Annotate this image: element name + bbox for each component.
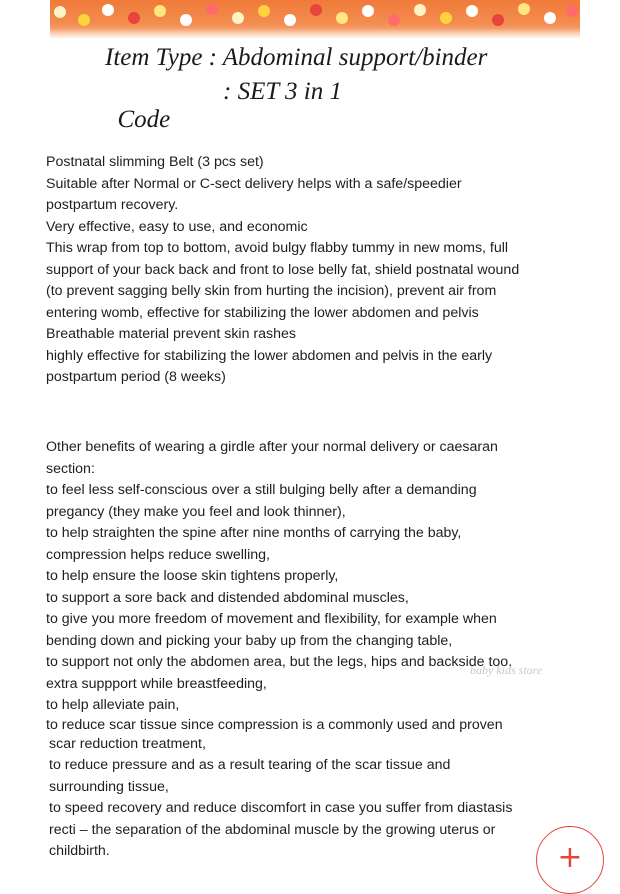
description-line: postpartum recovery. [46,197,179,213]
item-type-heading: Item Type : Abdominal support/binder [105,44,488,71]
description-line: entering womb, effective for stabilizing the lower abdomen and pelvis [46,304,479,321]
flower-icon [518,3,530,15]
description-line: Postnatal slimming Belt (3 pcs set) [46,154,264,170]
benefit-line: scar reduction treatment, [49,735,206,752]
flower-icon [232,12,244,24]
flower-icon [154,5,166,17]
description-line: Suitable after Normal or C-sect delivery helps with a safe/speedier [46,175,462,192]
code-label: Code [117,106,171,133]
flower-icon [544,12,556,24]
benefit-line: to reduce pressure and as a result tearing of the scar tissue and [49,757,451,773]
flower-icon [388,14,400,26]
benefits-list [46,437,586,863]
flower-icon [258,5,270,17]
flower-icon [180,14,192,26]
flower-icon [284,14,296,26]
benefit-line: to help ensure the loose skin tightens properly, [46,568,339,584]
benefit-line: to support not only the abdomen area, but the legs, hips and backside too, [46,654,513,670]
benefit-line: to help straighten the spine after nine months of carrying the baby, [46,525,462,541]
flower-icon [440,12,452,24]
flower-icon [336,12,348,24]
description-line: support of your back back and front to lose belly fat, shield postnatal wound [46,261,520,278]
floral-banner [50,0,580,38]
flower-icon [102,4,114,16]
benefit-line: surrounding tissue, [49,778,169,795]
benefit-line: to speed recovery and reduce discomfort in case you suffer from diastasis [49,800,513,816]
benefit-line: to feel less self-conscious over a still bulging belly after a demanding [46,482,477,498]
code-heading [105,78,342,162]
benefit-line: pregancy (they make you feel and look thinner), [46,503,346,520]
flower-icon [492,14,504,26]
description-line: This wrap from top to bottom, avoid bulgy flabby tummy in new moms, full [46,240,509,256]
flower-icon [362,5,374,17]
flower-icon [54,6,66,18]
flower-icon [310,4,322,16]
description-line: (to prevent sagging belly skin from hurting the incision), prevent air from [46,283,497,299]
benefit-line: to help alleviate pain, [46,697,180,713]
flower-icon [414,4,426,16]
benefit-line: compression helps reduce swelling, [46,546,270,563]
flower-icon [206,3,218,15]
description-line: Breathable material prevent skin rashes [46,326,296,342]
benefit-line: to support a sore back and distended abdominal muscles, [46,589,409,606]
benefit-line: recti – the separation of the abdominal muscle by the growing uterus or [49,821,496,838]
benefit-line: bending down and picking your baby up from the changing table, [46,632,453,649]
description-line: postpartum period (8 weeks) [46,369,226,385]
benefit-line: to reduce scar tissue since compression is a commonly used and proven [46,716,503,733]
flower-icon [566,5,578,17]
benefit-line: section: [46,460,95,477]
benefit-line: to give you more freedom of movement and flexibility, for example when [46,611,497,627]
benefit-line: Other benefits of wearing a girdle after your normal delivery or caesaran [46,439,498,455]
benefit-line: extra suppport while breastfeeding, [46,675,267,692]
code-value: : SET 3 in 1 [223,78,342,105]
flower-icon [78,14,90,26]
flower-icon [128,12,140,24]
store-watermark: baby kids store [470,663,543,677]
add-button[interactable] [536,826,604,894]
description-line: highly effective for stabilizing the lower abdomen and pelvis in the early [46,347,493,364]
benefit-line: childbirth. [49,843,110,859]
product-description [46,152,586,389]
plus-icon: + [557,840,583,875]
flower-icon [466,5,478,17]
description-line: Very effective, easy to use, and economic [46,218,308,235]
